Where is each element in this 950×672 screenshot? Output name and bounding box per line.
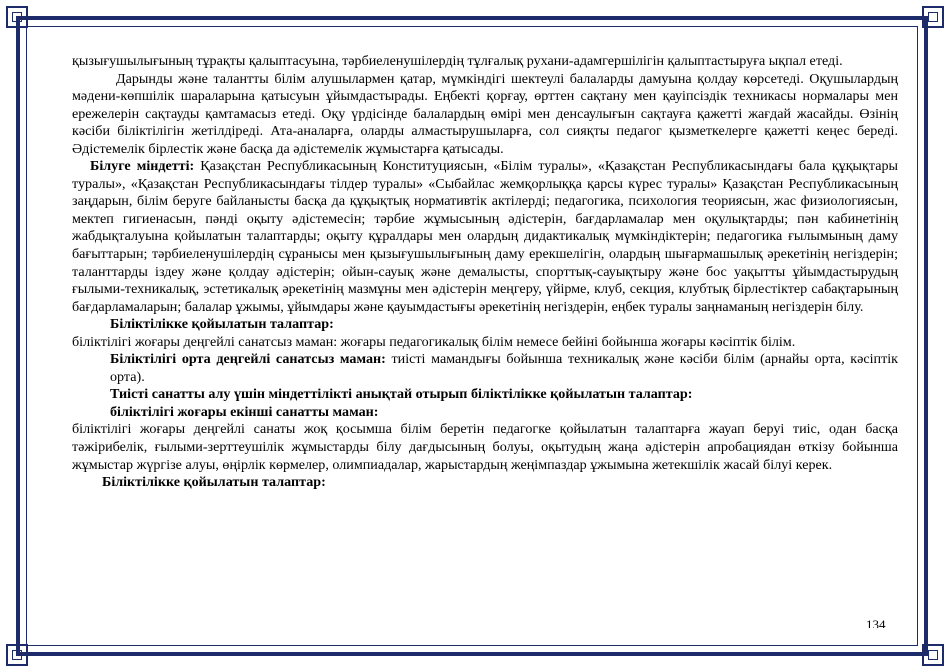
paragraph-duties: Дарынды және талантты білім алушылармен қатар, мүмкіндігі шектеулі балаларды дамуына қолдау көрсетеді. Оқушылардың мәдени-көпшілік шараларына қатысуын ұйымдастырады. Еңбекті қорғау, өрттен сақтану мен қауіпсіздік техникасы нормалары мен ережелерін сақтауды қамтамасыз етеді. Оқу үрдісінде балалардың өмірі мен денсаулығын сақтауға қажетті жағдай жасайды. Өзінің кәсіби біліктілігін жетілдіреді. Ата-аналарға, оларды алмастырушыларға, сол сияқты педагог қызметкелерге қажетті кеңес береді. Әдістемелік бірлестік және басқа да әдістемелік жұмыстарға қатысады. xyxy=(72,70,898,157)
page-number: 134 xyxy=(866,618,886,628)
must-know-text: Қазақстан Республикасының Конституциясын, «Білім туралы», «Қазақстан Республикасындағы бала құқықтары туралы», «Қазақстан Республикасындағы тілдер туралы» «Сыбайлас жемқорлыққа қарсы күрес туралы» Қазақстан Республикасының заңдарын, білім беруге байланысты басқа да құқықтық нормативтік актілерді; педагогика, психология теориясын, жас физиологиясын, мектеп гигиенасын, пәнді оқыту әдістемесін; тәрбие жұмысының әдістерін, бағдарламалар мен оқулықтарды; пән кабинетінің жабдықталуына қойылатын талаптарды; оқыту құралдары мен олардың дидактикалық мүмкіндіктерін; педагогика ғылымының даму бағыттарын; тәрбиеленушілердің сұранысы мен қызығушылығының даму ерекшелігін, олардың шығармашылық әрекетінің негіздерін; таланттарды іздеу және қолдау әдістерін; ойын-сауық және демалысты, спорттық-сауықтыру және бос уақытты ұйымдастырудың ғылыми-техникалық, эстетикалық әрекетінің мазмұны мен әдістерін меңгеру, үйірме, клуб, секция, клубтық бірлестіктер сабақтарының бағдарламаларын; балалар ұжымы, ұйымдары және қауымдастығы әрекетінің негіздерін, еңбек туралы заңнаманың негіздерін білу. xyxy=(72,158,898,315)
mid-level-label: Біліктілігі орта деңгейлі санатсыз маман: xyxy=(110,351,386,368)
paragraph-high-level-specialist: біліктілігі жоғары деңгейлі санатсыз маман: жоғары педагогикалық білім немесе бейіні бойынша жоғары кәсіптік білім. xyxy=(72,333,796,350)
heading-qualification-requirements-2: Біліктілікке қойылатын талаптар: xyxy=(102,474,326,491)
must-know-label: Білуге міндетті: xyxy=(90,158,195,175)
paragraph-mid-level-specialist xyxy=(72,351,898,386)
paragraph-must-know xyxy=(72,158,898,316)
mid-level-text: тиісті мамандығы бойынша техникалық және кәсіби білім (арнайы орта, кәсіптік орта). xyxy=(110,351,899,385)
heading-category-requirements: Тиісті санатты алу үшін міндеттілікті анықтай отырып біліктілікке қойылатын талаптар: xyxy=(110,386,693,403)
corner-ornament-bottom-left xyxy=(6,644,28,666)
corner-ornament-top-left xyxy=(6,6,28,28)
heading-second-category: біліктілігі жоғары екінші санатты маман: xyxy=(110,403,379,420)
paragraph-continuation: қызығушылығының тұрақты қалыптасуына, тәрбиеленушілердің тұлғалық рухани-адамгершілігін қалыптастыруға ықпал етеді. xyxy=(72,53,843,69)
heading-qualification-requirements: Біліктілікке қойылатын талаптар: xyxy=(110,316,334,333)
document-body xyxy=(72,53,898,492)
corner-ornament-bottom-right xyxy=(922,644,944,666)
corner-ornament-top-right xyxy=(922,6,944,28)
paragraph-second-category: біліктілігі жоғары деңгейлі санаты жоқ қосымша білім беретін педагогке қойылатын талаптарға жауап беруі тиіс, одан басқа тәжірибелік, ғылыми-зерттеушілік жұмыстарды білу дағдысының болуы, оқытудың жаңа әдістерін апробациядан өткізу бойынша жұмыстар жүргізе алуы, өңірлік көрмелер, олимпиадалар, жарыстардың жеңімпаздар ұжымына жетекшілік жасай білуі керек. xyxy=(72,421,898,473)
